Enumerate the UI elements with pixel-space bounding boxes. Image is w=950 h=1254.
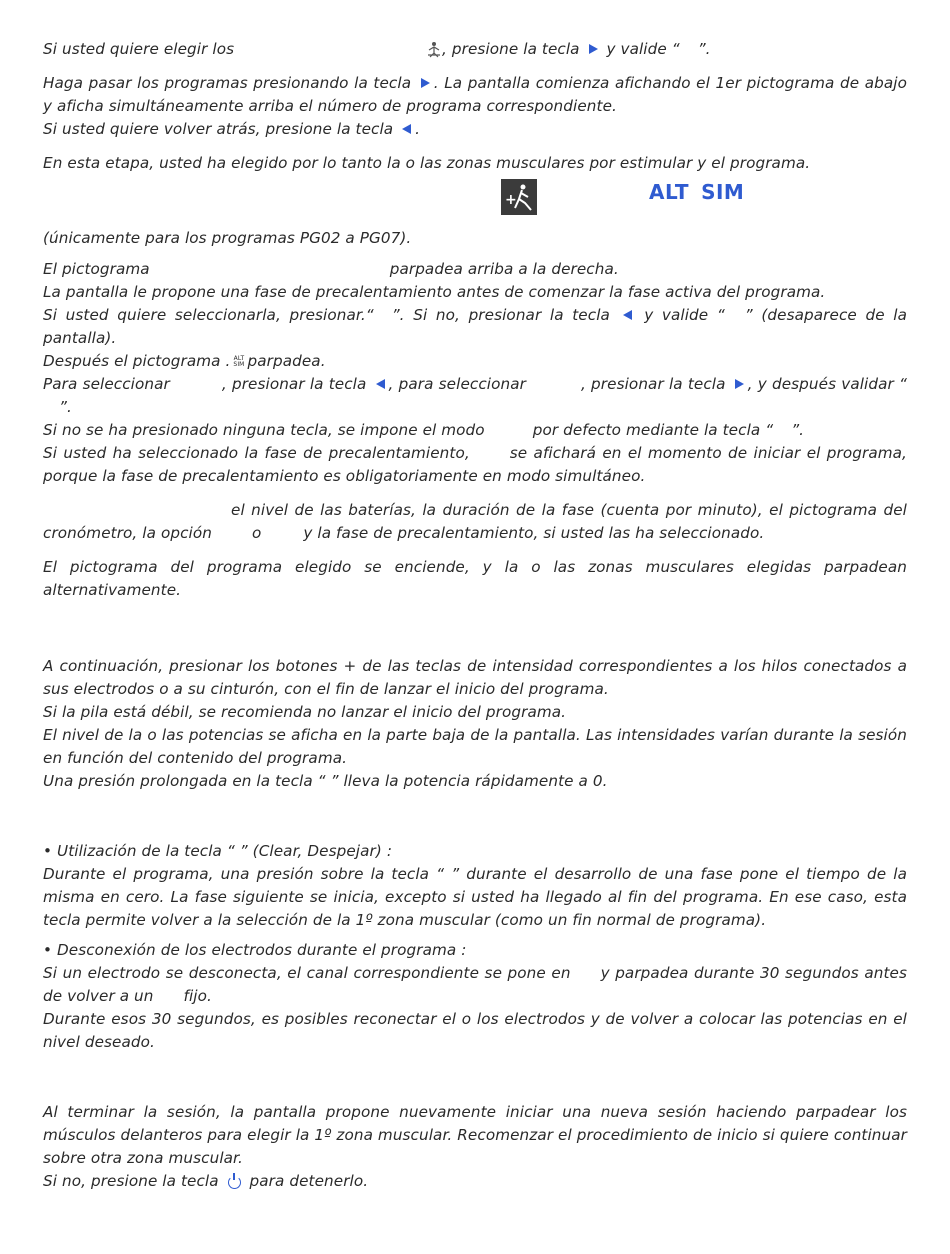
text: Si la pila está débil, se recomienda no lanzar el inicio del programa. (43, 703, 567, 721)
right-arrow-icon (735, 379, 744, 389)
text: o (251, 524, 262, 542)
text: Si no, presione la tecla (43, 1172, 219, 1190)
text: , presionar la tecla (221, 375, 367, 393)
alt-sim-mini-icon: ALT SIM (233, 354, 245, 368)
paragraph-scroll-programs (43, 72, 907, 141)
text: Si usted quiere elegir los (43, 40, 235, 58)
text: , para seleccionar (388, 375, 526, 393)
text: • Utilización de la tecla “ ” (Clear, Despejar) : (43, 842, 393, 860)
text: , presionar la tecla (580, 375, 726, 393)
paragraph-program-lit: El pictograma del programa elegido se enciende, y la o las zonas musculares elegidas parpadean alternativamente. (43, 558, 907, 599)
text: Después el pictograma . (43, 352, 231, 370)
text: y la fase de precalentamiento, si usted las ha seleccionado. (303, 524, 765, 542)
text: • Desconexión de los electrodos durante el programa : (43, 941, 467, 959)
paragraph-display-info (43, 499, 907, 545)
text: Si usted quiere seleccionarla, presionar.“ (43, 306, 374, 324)
text: ”. (697, 40, 711, 58)
text: fijo. (183, 987, 212, 1005)
text: y valide “ (606, 40, 680, 58)
icons-row (43, 175, 907, 219)
text: Para seleccionar (43, 375, 170, 393)
paragraph-intensity (43, 655, 907, 793)
right-arrow-icon (421, 78, 430, 88)
paragraph-disconnect (43, 939, 907, 1054)
text: . (415, 120, 421, 138)
left-arrow-icon (376, 379, 385, 389)
alt-sim-label (649, 180, 756, 204)
paragraph-clear-key (43, 840, 907, 932)
text: El pictograma (43, 260, 150, 278)
warmup-icon (501, 179, 537, 215)
text: Durante el programa, una presión sobre la tecla “ ” durante el desarrollo de una fase pone el tiempo de la misma en cero. La fase siguiente se inicia, excepto si usted ha llegado al fin del programa. En ese caso, esta tecla permite volver a la selección de la 1º zona muscular (como un fin normal de programa). (43, 865, 907, 929)
paragraph-programs-note: (únicamente para los programas PG02 a PG07). (43, 229, 412, 247)
text: y valide “ (644, 306, 725, 324)
paragraph-warmup (43, 258, 907, 488)
text: La pantalla le propone una fase de precalentamiento antes de comenzar la fase activa del programa. (43, 283, 826, 301)
text: por defecto mediante la tecla “ (532, 421, 774, 439)
text: Si no se ha presionado ninguna tecla, se impone el modo (43, 421, 485, 439)
alt-label: ALT (649, 180, 690, 204)
text: Si usted ha seleccionado la fase de precalentamiento, (43, 444, 470, 462)
paragraph-end-session (43, 1101, 907, 1193)
left-arrow-icon (623, 310, 632, 320)
text: Haga pasar los programas presionando la tecla (43, 74, 412, 92)
text: , y después validar “ (747, 375, 907, 393)
text: , presione la tecla (442, 40, 580, 58)
svg-text:+: + (505, 192, 517, 208)
left-arrow-icon (402, 124, 411, 134)
text: Si usted quiere volver atrás, presione la tecla (43, 120, 394, 138)
text: Al terminar la sesión, la pantalla propone nuevamente iniciar una nueva sesión haciendo parpadear los músculos delanteros para elegir la 1º zona muscular. Recomenzar el procedimiento de inicio si quiere continuar sobre otra zona muscular. (43, 1103, 907, 1167)
text: ” (desaparece de la pantalla). (43, 306, 907, 347)
text: Si un electrodo se desconecta, el canal correspondiente se pone en (43, 964, 571, 982)
power-icon (228, 1176, 241, 1189)
right-arrow-icon (589, 44, 598, 54)
text: parpadea arriba a la derecha. (389, 260, 619, 278)
manual-page (43, 38, 907, 1193)
text: El nivel de la o las potencias se aficha en la parte baja de la pantalla. Las intensidades varían durante la sesión en función del contenido del programa. (43, 726, 907, 767)
text: ”. (59, 398, 72, 416)
text: para detenerlo. (249, 1172, 369, 1190)
text: y parpadea durante 30 segundos antes de volver a un (43, 964, 907, 1005)
sim-label: SIM (701, 180, 745, 204)
text: ”. (791, 421, 805, 439)
text: A continuación, presionar los botones + de las teclas de intensidad correspondientes a los hilos conectados a sus electrodos o a su cinturón, con el fin de lanzar el inicio del programa. (43, 657, 907, 698)
text: se afichará en el momento de iniciar el programa, porque la fase de precalentamiento es obligatoriamente en modo simultáneo. (43, 444, 907, 485)
text: el nivel de las baterías, la duración de la fase (cuenta por minuto), el pictograma del cronómetro, la opción (43, 501, 907, 542)
text: Una presión prolongada en la tecla “ ” lleva la potencia rápidamente a 0. (43, 772, 608, 790)
text: . La pantalla comienza afichando el 1er pictograma de abajo y aficha simultáneamente arriba el número de programa correspondiente. (43, 74, 907, 115)
paragraph-choose (43, 38, 907, 61)
paragraph-stage: En esta etapa, usted ha elegido por lo tanto la o las zonas musculares por estimular y el programa. (43, 154, 811, 172)
text: Durante esos 30 segundos, es posibles reconectar el o los electrodos y de volver a colocar las potencias en el nivel deseado. (43, 1010, 907, 1051)
text: ”. Si no, presionar la tecla (391, 306, 610, 324)
text: parpadea. (247, 352, 326, 370)
program-figure-icon (426, 41, 442, 59)
